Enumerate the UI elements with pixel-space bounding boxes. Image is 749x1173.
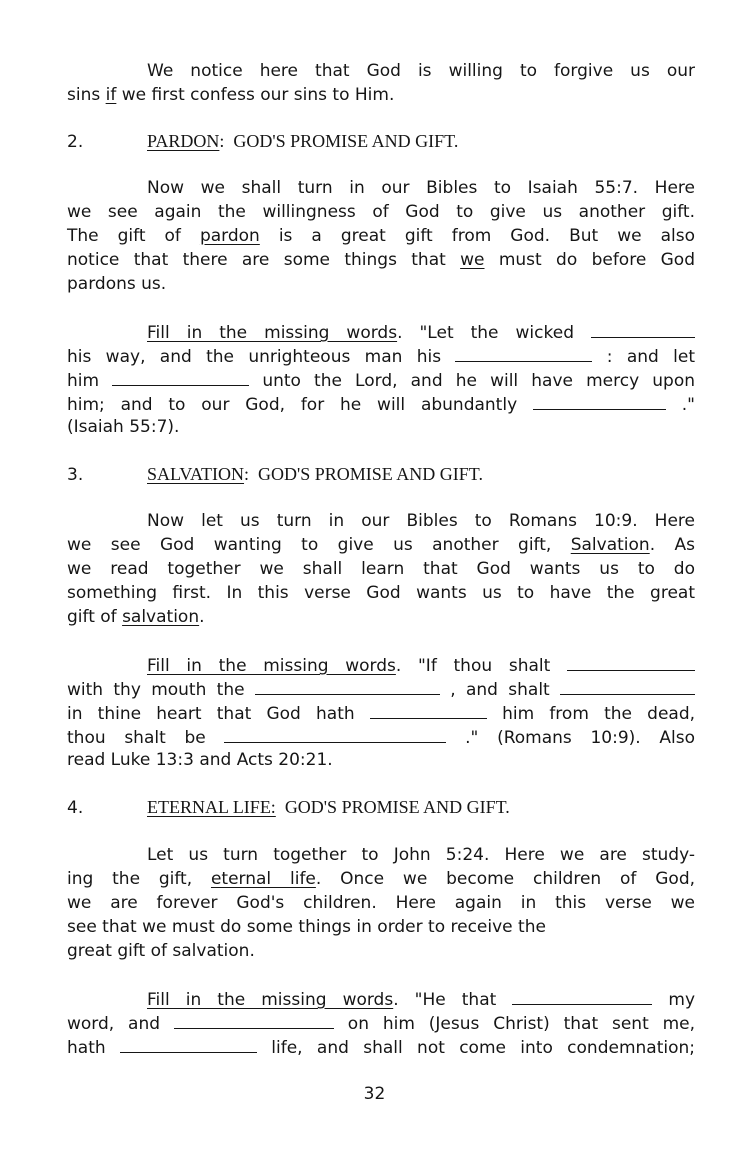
text-segment: is a great gift from God. But we also [259, 226, 695, 246]
section-number: 4. [67, 798, 84, 818]
text-segment: ." (Romans 10:9). Also [465, 728, 696, 748]
text-segment: word, and [67, 1014, 161, 1034]
text-line [147, 510, 695, 532]
fill-in-blank[interactable] [512, 987, 652, 1005]
text-line [67, 558, 695, 580]
text-segment: Let us turn together to John 5:24. Here we are study- [147, 845, 695, 865]
text-line [147, 844, 695, 866]
fill-in-blank[interactable] [370, 701, 487, 719]
text-line [67, 940, 695, 962]
text-segment: (Isaiah 55:7). [67, 417, 180, 437]
fill-in-blank[interactable] [567, 653, 695, 671]
underlined-text: we [460, 250, 485, 270]
text-line [67, 701, 695, 725]
text-segment: must do before God [484, 250, 695, 270]
fill-in-blank[interactable] [174, 1011, 334, 1029]
underlined-text: if [105, 85, 117, 105]
text-line [67, 273, 695, 295]
text-segment: . "If thou shalt [395, 656, 551, 676]
text-line [67, 368, 695, 392]
text-line [67, 249, 695, 271]
text-line [67, 84, 695, 106]
text-line [147, 320, 695, 344]
text-segment: sins [67, 85, 106, 105]
text-line [67, 749, 695, 771]
underlined-text: Salvation [570, 535, 650, 555]
underlined-text: Fill in the missing words [147, 323, 398, 343]
text-line [67, 225, 695, 247]
text-line [147, 177, 695, 199]
text-segment: we read together we shall learn that God wants us to do [67, 559, 695, 579]
text-segment: read Luke 13:3 and Acts 20:21. [67, 750, 333, 770]
text-segment: Now we shall turn in our Bibles to Isaiah 55:7. Here [147, 178, 695, 198]
fill-in-blank[interactable] [533, 392, 666, 410]
section-heading [67, 130, 458, 153]
fill-in-blank[interactable] [455, 344, 592, 362]
text-segment: him from the dead, [502, 704, 696, 724]
section-number: 2. [67, 132, 84, 152]
fill-in-blank[interactable] [112, 368, 249, 386]
text-segment: see that we must do some things in order to receive the [67, 917, 546, 937]
fill-in-blank[interactable] [591, 320, 695, 338]
underlined-text: ETERNAL LIFE: [147, 797, 276, 817]
text-line [67, 416, 695, 438]
text-line [67, 606, 695, 628]
fill-in-blank[interactable] [560, 677, 695, 695]
text-line [147, 653, 695, 677]
text-line [67, 916, 695, 938]
underlined-text: salvation [122, 607, 200, 627]
text-segment: him [67, 371, 100, 391]
text-segment: something first. In this verse God wants us to have the great [67, 583, 695, 603]
text-segment: my [668, 990, 696, 1010]
text-segment: Now let us turn in our Bibles to Romans 10:9. Here [147, 511, 695, 531]
text-segment: we see God wanting to give us another gift, [67, 535, 571, 555]
text-segment: : GOD'S PROMISE AND GIFT. [244, 464, 483, 484]
underlined-text: eternal life [210, 869, 316, 889]
text-line [67, 392, 695, 416]
text-segment: we are forever God's children. Here again in this verse we [67, 893, 695, 913]
text-segment: . [199, 607, 205, 627]
text-segment: GOD'S PROMISE AND GIFT. [275, 797, 510, 817]
text-line [67, 582, 695, 604]
fill-in-blank[interactable] [255, 677, 440, 695]
text-segment: ing the gift, [67, 869, 211, 889]
text-line [67, 892, 695, 914]
fill-in-blank[interactable] [224, 725, 446, 743]
underlined-text: Fill in the missing words [147, 656, 396, 676]
section-number: 3. [67, 465, 84, 485]
text-segment: We notice here that God is willing to forgive us our [147, 61, 695, 81]
text-segment: . "He that [393, 990, 497, 1010]
text-line [67, 201, 695, 223]
text-segment: . As [649, 535, 696, 555]
text-segment: with thy mouth the [67, 680, 245, 700]
text-segment: : and let [606, 347, 696, 367]
text-segment: gift of [67, 607, 123, 627]
page-number: 32 [363, 1084, 386, 1104]
text-line [67, 1035, 695, 1059]
text-segment: hath [67, 1038, 106, 1058]
text-segment: in thine heart that God hath [67, 704, 355, 724]
text-segment: : GOD'S PROMISE AND GIFT. [219, 131, 459, 151]
text-line [147, 60, 695, 82]
text-segment: ." [681, 395, 695, 415]
underlined-text: Fill in the missing words [147, 990, 394, 1010]
text-segment: we first confess our sins to Him. [116, 85, 395, 105]
text-line [67, 677, 695, 701]
text-segment: , and shalt [450, 680, 550, 700]
text-segment: his way, and the unrighteous man his [67, 347, 442, 367]
text-line [67, 868, 695, 890]
text-segment: thou shalt be [67, 728, 206, 748]
text-segment: . "Let the wicked [397, 323, 574, 343]
text-line [147, 987, 695, 1011]
text-segment: The gift of [67, 226, 200, 246]
text-segment: on him (Jesus Christ) that sent me, [347, 1014, 696, 1034]
underlined-text: PARDON [147, 131, 220, 151]
text-segment: notice that there are some things that [67, 250, 461, 270]
section-heading [67, 796, 510, 819]
text-segment: we see again the willingness of God to give us another gift. [67, 202, 695, 222]
text-segment: great gift of salvation. [67, 941, 255, 961]
text-line [67, 534, 695, 556]
text-line [67, 1011, 695, 1035]
underlined-text: SALVATION [147, 464, 245, 484]
underlined-text: pardon [199, 226, 260, 246]
text-segment: unto the Lord, and he will have mercy upon [262, 371, 695, 391]
text-segment: life, and shall not come into condemnation; [271, 1038, 695, 1058]
text-line [67, 725, 695, 749]
text-line [67, 344, 695, 368]
section-heading [67, 463, 483, 486]
text-segment: pardons us. [67, 274, 167, 294]
text-segment: him; and to our God, for he will abundantly [67, 395, 518, 415]
text-segment: . Once we become children of God, [315, 869, 696, 889]
fill-in-blank[interactable] [120, 1035, 257, 1053]
